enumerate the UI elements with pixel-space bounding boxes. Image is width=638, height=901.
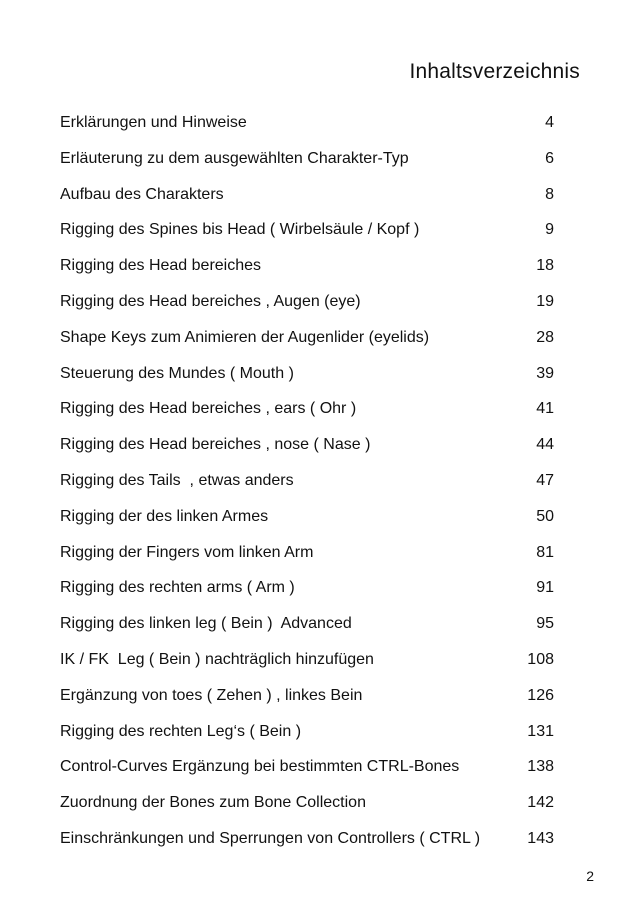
toc-entry xyxy=(60,501,560,537)
toc-entry-page: 50 xyxy=(536,507,554,525)
page-title: Inhaltsverzeichnis xyxy=(409,60,580,83)
toc-entry xyxy=(60,537,560,573)
toc-entry-page: 108 xyxy=(527,650,554,668)
toc-entry-page: 143 xyxy=(527,829,554,847)
toc-entry xyxy=(60,143,560,179)
toc-entry-page: 6 xyxy=(545,149,554,167)
toc-entry xyxy=(60,644,560,680)
toc-entry-page: 47 xyxy=(536,471,554,489)
toc-entry-label: Erläuterung zu dem ausgewählten Charakter-Typ xyxy=(60,149,409,167)
toc-entry-label: Rigging des Head bereiches , ears ( Ohr ) xyxy=(60,400,357,418)
toc-entry-label: Rigging der Fingers vom linken Arm xyxy=(60,543,314,561)
toc-entry xyxy=(60,107,560,143)
toc-entry-label: Shape Keys zum Animieren der Augenlider (eyelids) xyxy=(60,328,430,346)
toc-entry-page: 131 xyxy=(527,722,554,740)
toc-entry-label: Steuerung des Mundes ( Mouth ) xyxy=(60,364,294,382)
toc-entry-page: 142 xyxy=(527,794,554,812)
toc-entry xyxy=(60,429,560,465)
toc-entry xyxy=(60,358,560,394)
toc-entry-page: 39 xyxy=(536,364,554,382)
toc-entry-page: 41 xyxy=(536,400,554,418)
toc-entry-label: Rigging des Head bereiches , Augen (eye) xyxy=(60,292,361,310)
toc-entry xyxy=(60,179,560,215)
toc-entry xyxy=(60,823,560,859)
toc-entry-page: 138 xyxy=(527,758,554,776)
toc-entry xyxy=(60,680,560,716)
toc-entry-label: Rigging des rechten Leg‘s ( Bein ) xyxy=(60,722,302,740)
toc-entry-page: 19 xyxy=(536,292,554,310)
toc-entry xyxy=(60,787,560,823)
toc-entry xyxy=(60,751,560,787)
toc-entry-label: Rigging des rechten arms ( Arm ) xyxy=(60,579,295,597)
toc-entry-label: Zuordnung der Bones zum Bone Collection xyxy=(60,794,366,812)
table-of-contents xyxy=(60,107,560,859)
toc-entry xyxy=(60,572,560,608)
toc-entry-label: Rigging des Tails , etwas anders xyxy=(60,471,294,489)
toc-entry-label: Aufbau des Charakters xyxy=(60,185,224,203)
toc-entry-label: Rigging des Head bereiches xyxy=(60,257,262,275)
toc-entry-page: 9 xyxy=(545,221,554,239)
toc-entry-page: 95 xyxy=(536,615,554,633)
toc-entry xyxy=(60,393,560,429)
toc-entry-page: 4 xyxy=(545,114,554,131)
toc-entry xyxy=(60,465,560,501)
toc-entry xyxy=(60,214,560,250)
toc-entry-label: Rigging des Head bereiches , nose ( Nase ) xyxy=(60,436,371,454)
toc-entry xyxy=(60,250,560,286)
toc-entry-page: 91 xyxy=(536,579,554,597)
toc-entry xyxy=(60,608,560,644)
toc-entry-page: 126 xyxy=(527,686,554,704)
toc-entry xyxy=(60,286,560,322)
page-number: 2 xyxy=(586,868,594,884)
toc-entry-label: Ergänzung von toes ( Zehen ) , linkes Bein xyxy=(60,686,363,704)
toc-entry-label: Einschränkungen und Sperrungen von Controllers ( CTRL ) xyxy=(60,829,481,847)
toc-entry-label: IK / FK Leg ( Bein ) nachträglich hinzufügen xyxy=(60,650,374,668)
toc-entry-page: 81 xyxy=(536,543,554,561)
toc-entry-label: Rigging des linken leg ( Bein ) Advanced xyxy=(60,615,352,633)
toc-entry-label: Erklärungen und Hinweise xyxy=(60,114,247,131)
toc-entry-page: 18 xyxy=(536,257,554,275)
toc-entry-label: Rigging der des linken Armes xyxy=(60,507,269,525)
toc-entry-label: Rigging des Spines bis Head ( Wirbelsäule / Kopf ) xyxy=(60,221,420,239)
toc-entry-page: 8 xyxy=(545,185,554,203)
toc-entry xyxy=(60,322,560,358)
toc-entry-label: Control-Curves Ergänzung bei bestimmten CTRL-Bones xyxy=(60,758,460,776)
toc-entry-page: 44 xyxy=(536,436,554,454)
toc-entry-page: 28 xyxy=(536,328,554,346)
toc-entry xyxy=(60,716,560,752)
